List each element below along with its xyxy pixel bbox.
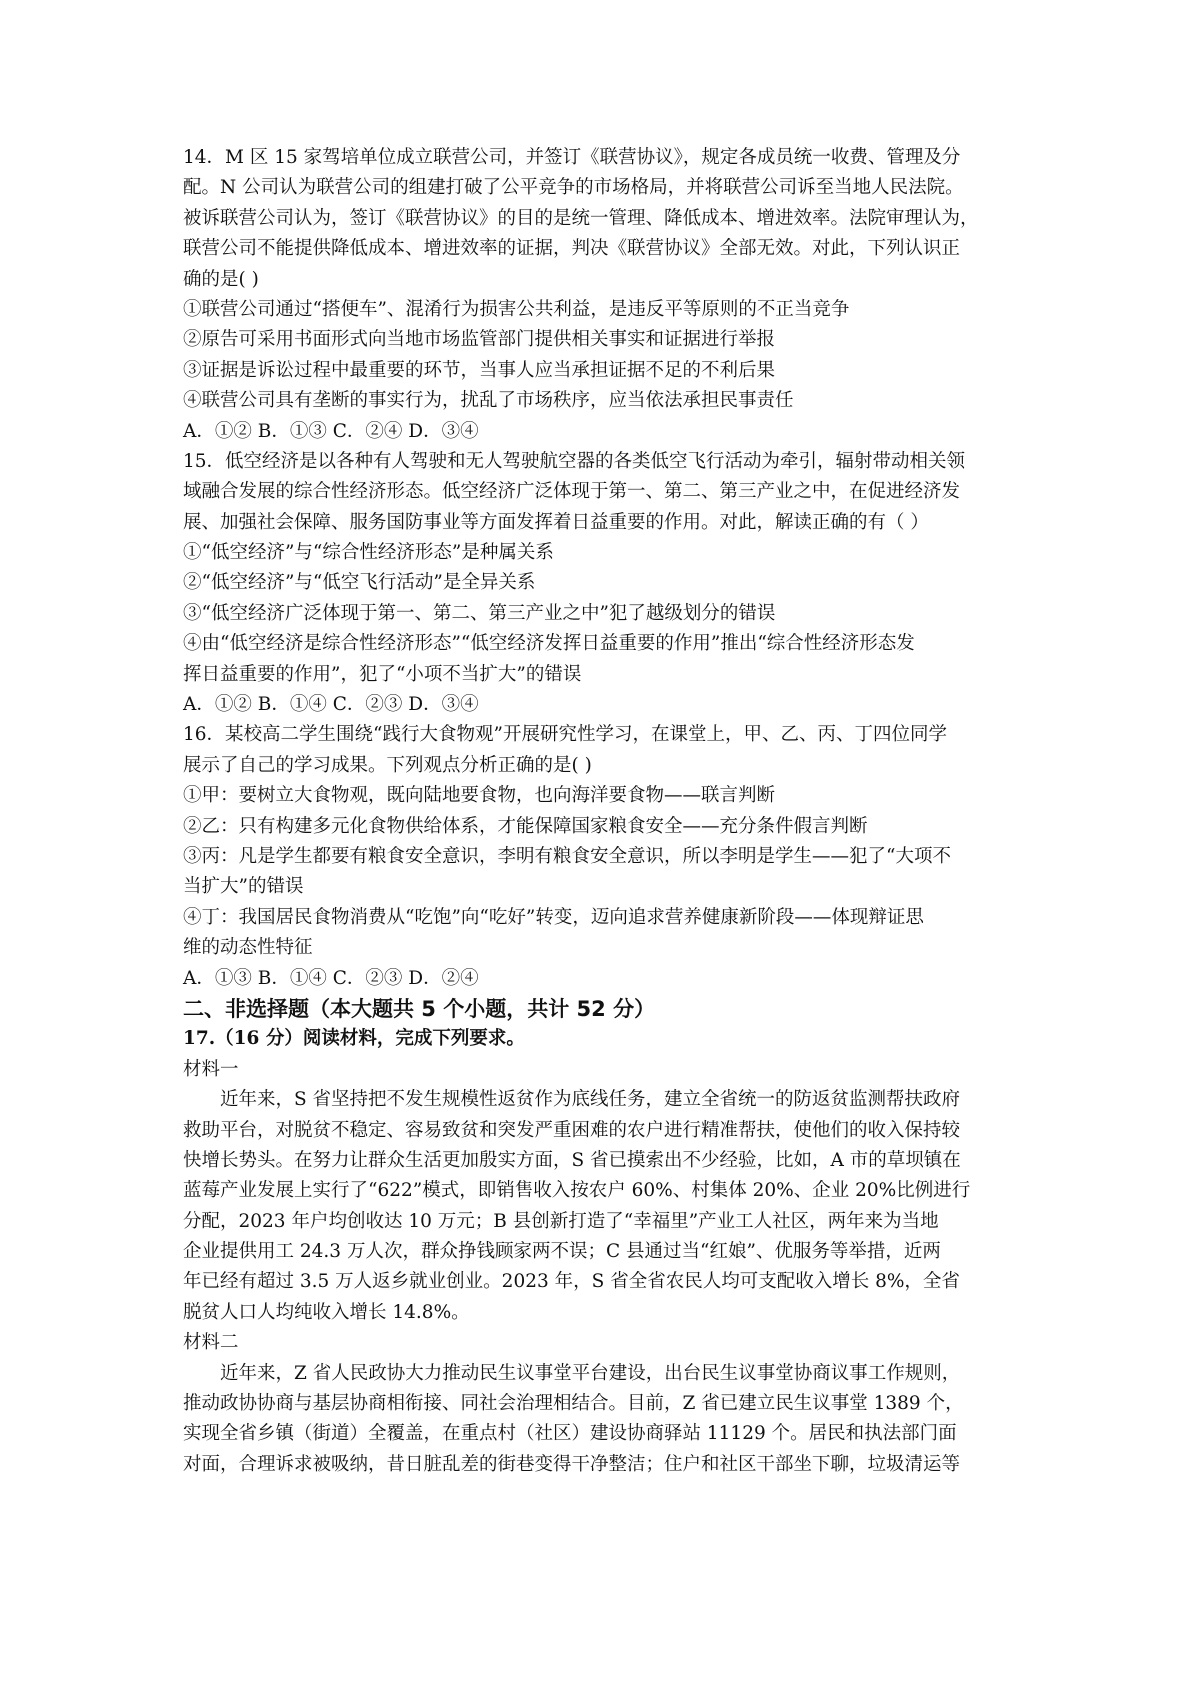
question-16-option: ③丙：凡是学生都要有粮食安全意识，李明有粮食安全意识，所以李明是学生——犯了“大项不 <box>183 845 951 867</box>
material-1-paragraph-line: 企业提供用工 24.3 万人次，群众挣钱顾家两不误；C 县通过当“红娘”、优服务等举措，近两 <box>183 1241 941 1263</box>
question-16 <box>183 720 1033 994</box>
material-2-label: 材料二 <box>183 1332 239 1354</box>
question-15-option: ④由“低空经济是综合性经济形态”“低空经济发挥日益重要的作用”推出“综合性经济形态发 <box>183 633 915 655</box>
question-15-option: ①“低空经济”与“综合性经济形态”是种属关系 <box>183 542 554 564</box>
section-heading: 二、非选择题（本大题共 5 个小题，共计 52 分） <box>183 996 656 1021</box>
question-16-option: ②乙：只有构建多元化食物供给体系，才能保障国家粮食安全——充分条件假言判断 <box>183 815 868 837</box>
question-14-stem-line: 14．M 区 15 家驾培单位成立联营公司，并签订《联营协议》，规定各成员统一收费、管理及分 <box>183 147 961 168</box>
question-14-stem-line: 确的是( ) <box>183 268 259 290</box>
question-14 <box>183 143 1033 447</box>
material-1-paragraph-line: 救助平台，对脱贫不稳定、容易致贫和突发严重困难的农户进行精准帮扶，使他们的收入保持较 <box>183 1119 961 1141</box>
material-1-paragraph-line: 近年来，S 省坚持把不发生规模性返贫作为底线任务，建立全省统一的防返贫监测帮扶政府 <box>220 1089 961 1111</box>
question-15-answer-choices: A．①② B．①④ C．②③ D．③④ <box>183 694 479 716</box>
question-16-option: ①甲：要树立大食物观，既向陆地要食物，也向海洋要食物——联言判断 <box>183 785 776 807</box>
question-15-option: 挥日益重要的作用”，犯了“小项不当扩大”的错误 <box>183 663 582 685</box>
question-14-option: ①联营公司通过“搭便车”、混淆行为损害公共利益，是违反平等原则的不正当竞争 <box>183 298 850 320</box>
question-16-stem-line: 展示了自己的学习成果。下列观点分析正确的是( ) <box>183 754 592 776</box>
material-1-paragraph-line: 蓝莓产业发展上实行了“622”模式，即销售收入按农户 60%、村集体 20%、企业 20%比例进行 <box>183 1180 971 1202</box>
question-15-option: ②“低空经济”与“低空飞行活动”是全异关系 <box>183 572 536 594</box>
question-14-answer-choices: A．①② B．①③ C．②④ D．③④ <box>183 420 479 442</box>
question-16-stem-line: 16．某校高二学生围绕“践行大食物观”开展研究性学习，在课堂上，甲、乙、丙、丁四位同学 <box>183 724 947 746</box>
material-1-paragraph-line: 快增长势头。在努力让群众生活更加殷实方面，S 省已摸索出不少经验，比如，A 市的草坝镇在 <box>183 1149 961 1171</box>
question-14-stem-line: 被诉联营公司认为，签订《联营协议》的目的是统一管理、降低成本、增进效率。法院审理认为， <box>183 207 979 229</box>
material-2-paragraph-line: 推动政协协商与基层协商相衔接、同社会治理相结合。目前，Z 省已建立民生议事堂 1389 个， <box>183 1393 964 1415</box>
question-16-option: 维的动态性特征 <box>183 937 313 959</box>
question-15-option: ③“低空经济广泛体现于第一、第二、第三产业之中”犯了越级划分的错误 <box>183 602 776 624</box>
material-2-paragraph-line: 对面，合理诉求被吸纳，昔日脏乱差的街巷变得干净整洁；住户和社区干部坐下聊，垃圾清运等 <box>183 1453 961 1475</box>
exam-page <box>183 143 1033 1480</box>
question-16-option: 当扩大”的错误 <box>183 876 304 898</box>
material-2-paragraph-line: 近年来，Z 省人民政协大力推动民生议事堂平台建设，出台民生议事堂协商议事工作规则， <box>220 1362 961 1384</box>
question-15 <box>183 447 1033 721</box>
question-14-option: ④联营公司具有垄断的事实行为，扰乱了市场秩序，应当依法承担民事责任 <box>183 390 794 412</box>
question-15-stem-line: 展、加强社会保障、服务国防事业等方面发挥着日益重要的作用。对此，解读正确的有（ ） <box>183 511 929 533</box>
material-1-paragraph-line: 年已经有超过 3.5 万人返乡就业创业。2023 年，S 省全省农民人均可支配收入增长 8%，全省 <box>183 1271 960 1293</box>
material-1-label: 材料一 <box>183 1058 239 1080</box>
question-14-option: ③证据是诉讼过程中最重要的环节，当事人应当承担证据不足的不利后果 <box>183 359 776 381</box>
question-14-stem-line: 配。N 公司认为联营公司的组建打破了公平竞争的市场格局，并将联营公司诉至当地人民法院。 <box>183 177 964 199</box>
question-15-stem-line: 域融合发展的综合性经济形态。低空经济广泛体现于第一、第二、第三产业之中，在促进经济发 <box>183 481 961 503</box>
question-16-answer-choices: A．①③ B．①④ C．②③ D．②④ <box>183 967 479 989</box>
question-17 <box>183 1024 1033 1480</box>
question-17-title: 17.（16 分）阅读材料，完成下列要求。 <box>183 1028 525 1050</box>
question-14-option: ②原告可采用书面形式向当地市场监管部门提供相关事实和证据进行举报 <box>183 329 776 351</box>
material-1-paragraph-line: 分配，2023 年户均创收达 10 万元；B 县创新打造了“幸福里”产业工人社区，两年来为当地 <box>183 1210 939 1232</box>
material-2-paragraph-line: 实现全省乡镇（街道）全覆盖，在重点村（社区）建设协商驿站 11129 个。居民和执法部门面 <box>183 1423 957 1445</box>
question-14-stem-line: 联营公司不能提供降低成本、增进效率的证据，判决《联营协议》全部无效。对此，下列认识正 <box>183 238 961 260</box>
question-15-stem-line: 15．低空经济是以各种有人驾驶和无人驾驶航空器的各类低空飞行活动为牵引，辐射带动相关领 <box>183 450 966 472</box>
question-16-option: ④丁：我国居民食物消费从“吃饱”向“吃好”转变，迈向追求营养健康新阶段——体现辩证思 <box>183 906 924 928</box>
material-1-paragraph-line: 脱贫人口人均纯收入增长 14.8%。 <box>183 1301 470 1323</box>
